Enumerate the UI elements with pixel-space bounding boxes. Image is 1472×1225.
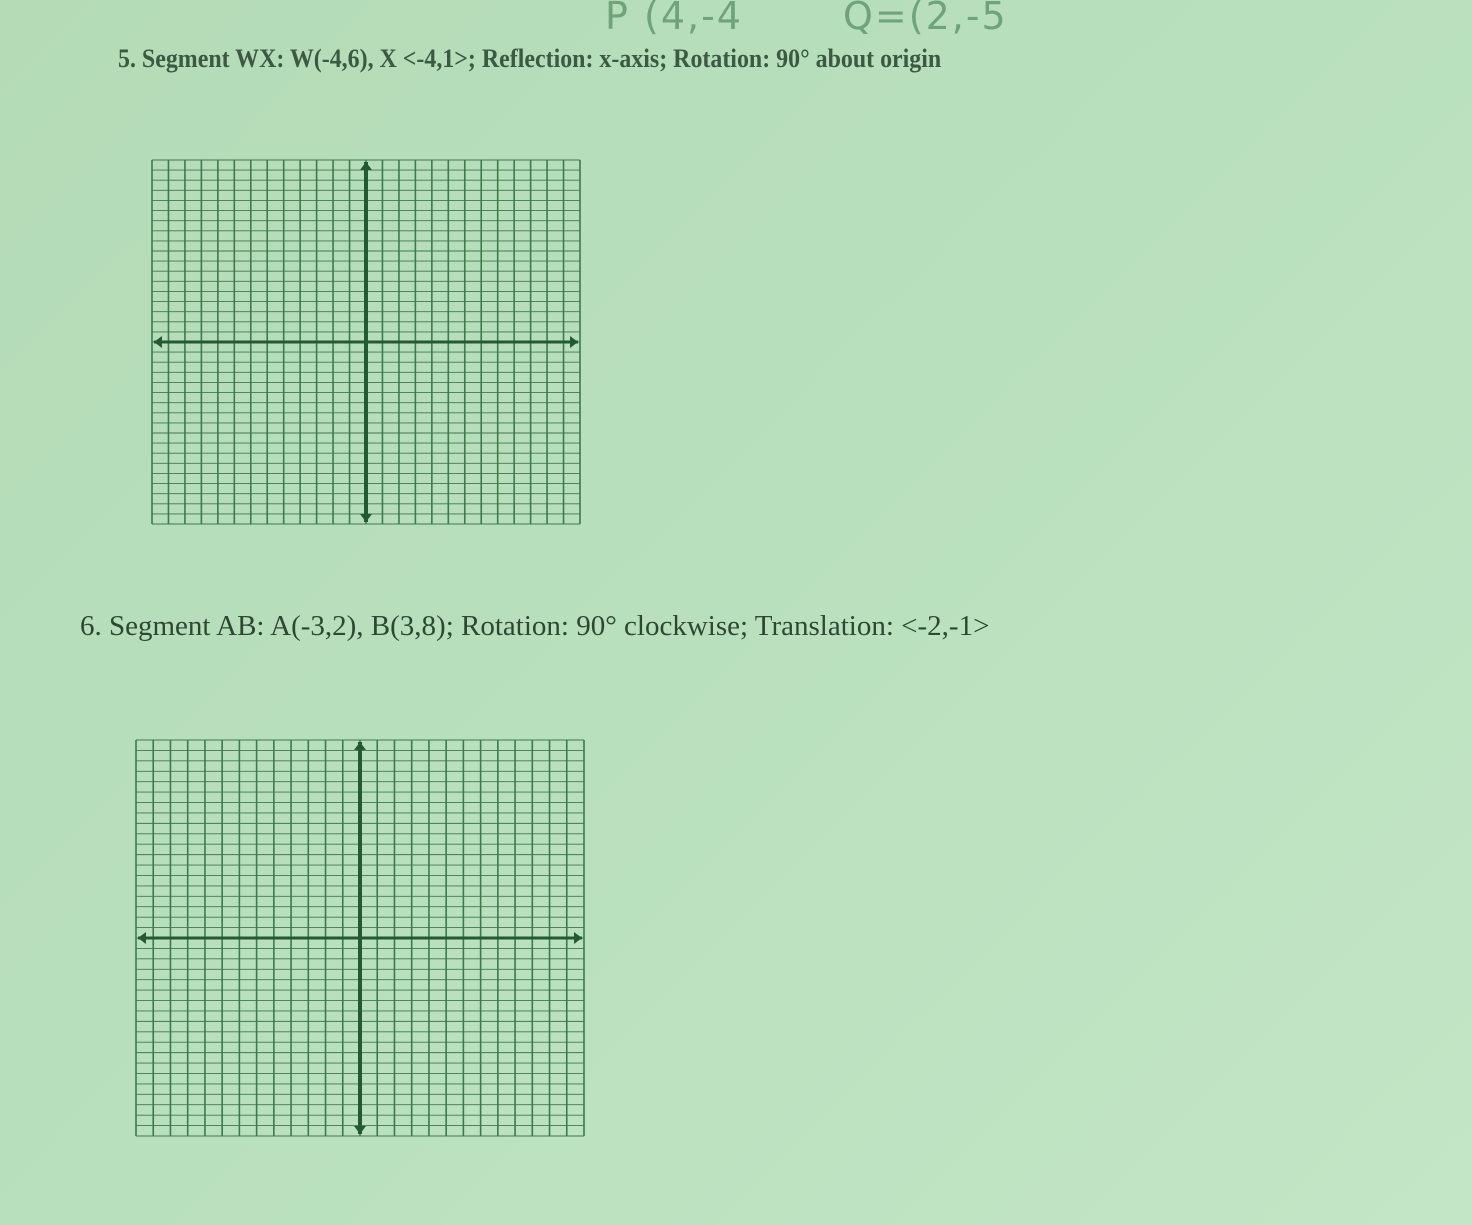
- problem-6-text: 6. Segment AB: A(-3,2), B(3,8); Rotation: 90° clockwise; Translation: <-2,-1>: [80, 610, 990, 642]
- handwritten-note-q: Q=(2,-5: [843, 0, 1008, 38]
- axis-arrow-right: [570, 336, 578, 348]
- axis-arrow-left: [154, 336, 162, 348]
- axis-arrow-left: [138, 932, 146, 944]
- axis-arrow-down: [360, 514, 372, 522]
- problem-5-text: 5. Segment WX: W(-4,6), X <-4,1>; Reflection: x-axis; Rotation: 90° about origin: [118, 44, 942, 73]
- axis-arrow-up: [354, 742, 366, 750]
- axis-arrow-up: [360, 162, 372, 170]
- coordinate-grid-6[interactable]: [132, 736, 588, 1140]
- coordinate-grid-5[interactable]: [148, 156, 584, 528]
- axis-arrow-right: [574, 932, 582, 944]
- handwritten-note-p: P (4,-4: [605, 0, 743, 38]
- axis-arrow-down: [354, 1126, 366, 1134]
